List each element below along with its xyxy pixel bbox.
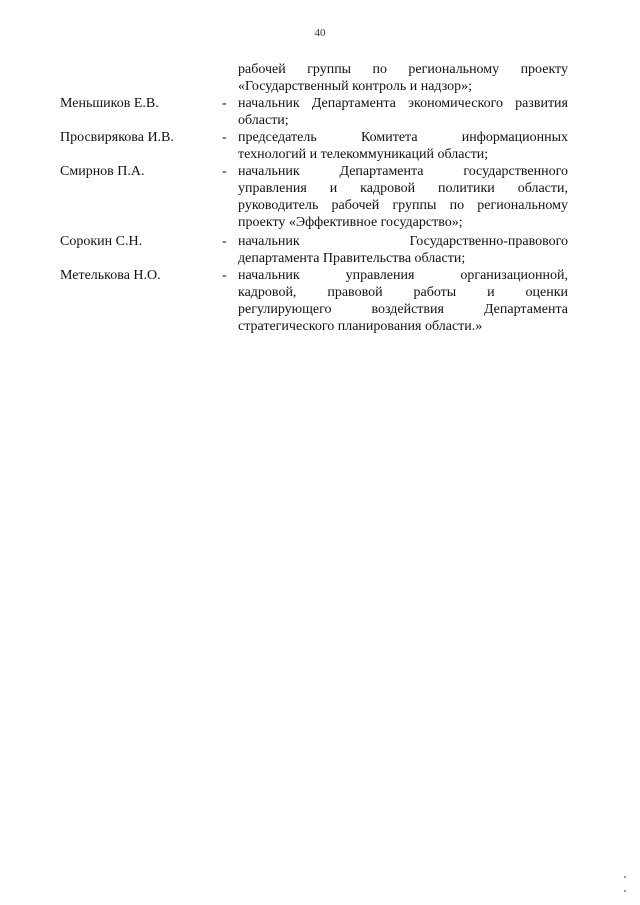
member-role <box>238 163 568 231</box>
role-line: департамента Правительства области; <box>238 251 466 266</box>
role-line: председатель Комитета информационных <box>238 130 568 145</box>
member-dash: - <box>222 268 227 283</box>
role-line: начальник Государственно-правового <box>238 234 568 249</box>
role-line: начальник Департамента экономического развития <box>238 96 568 111</box>
scan-artifact <box>624 876 626 878</box>
scan-artifact <box>624 890 626 892</box>
role-line: области; <box>238 113 289 128</box>
member-role <box>238 129 568 163</box>
member-dash: - <box>222 164 227 179</box>
role-line: технологий и телекоммуникаций области; <box>238 147 489 162</box>
role-line: стратегического планирования области.» <box>238 319 483 334</box>
member-name: Просвирякова И.В. <box>60 130 174 145</box>
member-role <box>238 95 568 129</box>
member-name: Смирнов П.А. <box>60 164 145 179</box>
role-line: проекту «Эффективное государство»; <box>238 215 463 230</box>
role-line: начальник Департамента государственного <box>238 164 568 179</box>
member-dash: - <box>222 130 227 145</box>
page-number: 40 <box>314 27 326 39</box>
member-role <box>238 233 568 267</box>
continuation-line: «Государственный контроль и надзор»; <box>238 79 473 94</box>
role-line: управления и кадровой политики области, <box>238 181 568 196</box>
role-line: регулирующего воздействия Департамента <box>238 302 568 317</box>
member-name: Сорокин С.Н. <box>60 234 143 249</box>
member-name: Метелькова Н.О. <box>60 268 161 283</box>
role-line: кадровой, правовой работы и оценки <box>238 285 568 300</box>
member-dash: - <box>222 96 227 111</box>
continuation-text <box>238 61 568 95</box>
member-dash: - <box>222 234 227 249</box>
role-line: начальник управления организационной, <box>238 268 568 283</box>
member-role <box>238 267 568 335</box>
member-name: Меньшиков Е.В. <box>60 96 159 111</box>
role-line: руководитель рабочей группы по региональному <box>238 198 568 213</box>
continuation-line: рабочей группы по региональному проекту <box>238 62 568 77</box>
